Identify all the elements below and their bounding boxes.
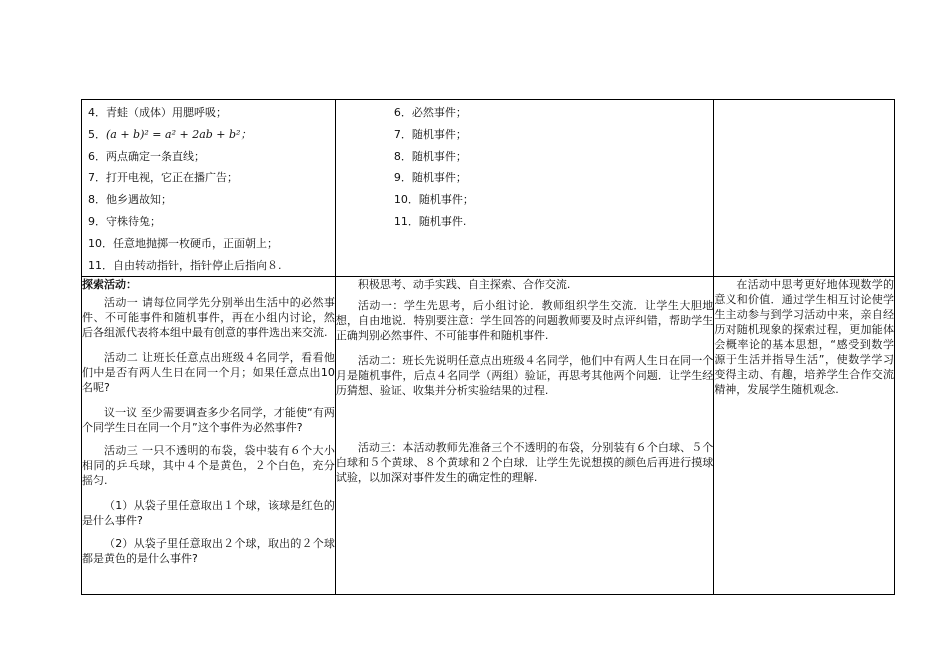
exploration-activities-cell: [82, 277, 336, 595]
activity-one-text: 活动一 请每位同学先分别举出生活中的必然事件、不可能事件和随机事件，再在小组内讨论，然后各组派代表将本组中最有创意的事件选出来交流.: [82, 296, 335, 340]
empty-note-cell: [714, 100, 895, 277]
list-item: [82, 124, 335, 146]
event-examples-list: [82, 100, 335, 276]
discussion-text: 议一议 至少需要调查多少名同学，才能使“有两个同学生日在同一个月”这个事件为必然事件?: [82, 406, 335, 435]
formula: (a + b)² = a² + 2ab + b²；: [106, 127, 252, 141]
table-row: [82, 277, 895, 595]
teacher-guidance-cell: [335, 277, 713, 595]
list-item: 6．必然事件；: [393, 106, 467, 119]
list-item: 6．两点确定一条直线；: [88, 149, 205, 163]
table-row: [82, 100, 895, 277]
lesson-plan-table: [81, 99, 895, 595]
list-item: 11．自由转动指针，指针停止后指向８.: [88, 258, 282, 272]
event-examples-cell: [82, 100, 336, 277]
list-item: 7．打开电视，它正在播广告；: [88, 171, 238, 185]
activity-three-text: 活动三 一只不透明的布袋，袋中装有６个大小相同的乒乓球，其中４个是黄色，２个白色，充分摇匀.: [82, 444, 335, 488]
question-one-text: （1）从袋子里任意取出１个球，该球是红色的是什么事件?: [82, 499, 335, 528]
list-item: 4．青蛙（成体）用腮呼吸；: [88, 106, 227, 119]
list-item: 7．随机事件；: [393, 127, 467, 141]
list-item: 9．随机事件；: [393, 171, 467, 185]
guidance-activity-two: 活动二：班长先说明任意点出班级４名同学，他们中有两人生日在同一个月是随机事件，后点４名同学（两组）验证，再思考其他两个问题．让学生经历猜想、验证、收集并分析实验结果的过程.: [335, 354, 714, 398]
event-answers-list: [336, 100, 713, 233]
event-answers-cell: [335, 100, 713, 277]
guidance-activity-one: 活动一：学生先思考，后小组讨论．教师组织学生交流．让学生大胆地想，自由地说．特别要注意：学生回答的问题教师要及时点评纠错，帮助学生正确判别必然事件、不可能事件和随机事件.: [335, 299, 714, 343]
design-intent-text: 在活动中思考更好地体现数学的意义和价值．通过学生相互讨论使学生主动参与到学习活动中来，亲自经历对随机现象的探索过程，更加能体会概率论的基本思想，“感受到数学源于生活并指导生活”，使数学学习变得主动、有趣，培养学生合作交流精神，发展学生随机观念.: [714, 278, 894, 397]
list-item: 8．他乡遇故知；: [88, 193, 172, 207]
list-item: 10．任意地抛掷一枚硬币，正面朝上；: [88, 236, 278, 250]
list-item: 10．随机事件；: [393, 193, 474, 207]
list-item: 8．随机事件；: [393, 149, 467, 163]
activity-two-text: 活动二 让班长任意点出班级４名同学，看看他们中是否有两人生日在同一个月；如果任意点出10名呢?: [82, 351, 335, 395]
guidance-activity-three: 活动三：本活动教师先准备三个不透明的布袋，分别装有６个白球、５个白球和５个黄球、８个黄球和２个白球．让学生先说想摸的颜色后再进行摸球试验，以加深对事件发生的确定性的理解.: [335, 441, 714, 485]
question-two-text: （2）从袋子里任意取出２个球，取出的２个球都是黄色的是什么事件?: [82, 537, 335, 566]
list-item-number: 5．: [88, 127, 106, 141]
list-item: 11．随机事件.: [393, 214, 467, 228]
section-heading: 探索活动：: [82, 278, 137, 292]
design-intent-cell: [714, 277, 895, 595]
list-item: 9．守株待兔；: [88, 214, 161, 228]
guidance-summary: 积极思考、动手实践、自主探索、合作交流.: [357, 278, 571, 292]
